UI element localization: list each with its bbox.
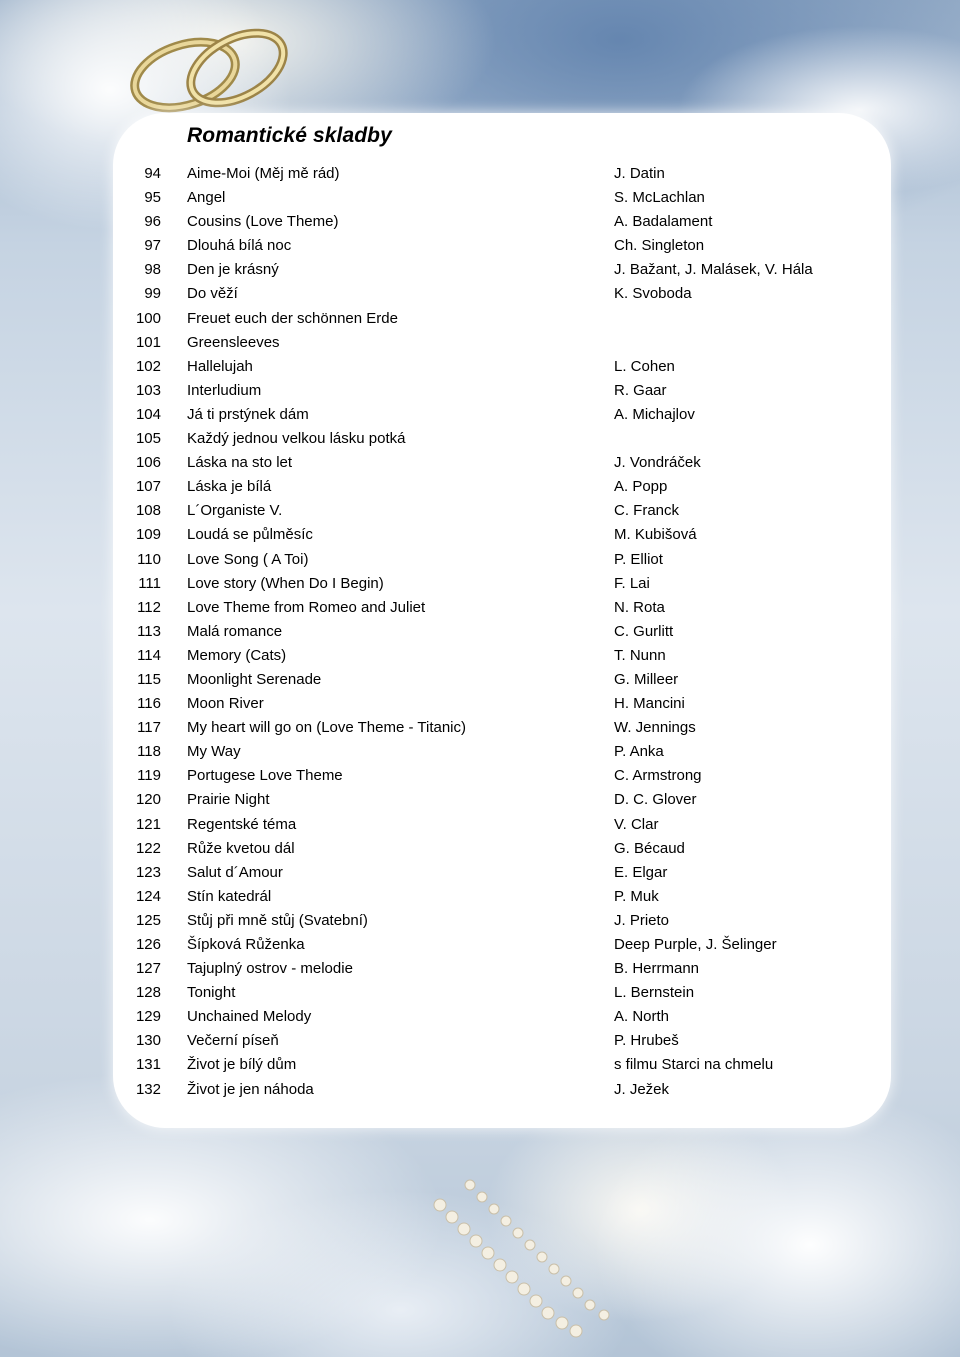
song-row	[0, 957, 960, 981]
song-row	[0, 740, 960, 764]
song-title: Prairie Night	[187, 791, 270, 809]
song-author: S. McLachlan	[614, 189, 705, 207]
song-title: My heart will go on (Love Theme - Titanic)	[187, 719, 467, 737]
song-number: 132	[135, 1080, 161, 1098]
song-author: T. Nunn	[614, 646, 666, 664]
song-row	[0, 331, 960, 355]
song-author: G. Milleer	[614, 670, 679, 688]
song-title: Moonlight Serenade	[187, 670, 322, 688]
song-row	[0, 692, 960, 716]
song-number: 105	[135, 430, 161, 448]
song-author: C. Gurlitt	[614, 622, 674, 640]
song-author: A. Popp	[614, 478, 668, 496]
song-title: Greensleeves	[187, 333, 280, 351]
song-author: E. Elgar	[614, 863, 668, 881]
song-author: R. Gaar	[614, 381, 667, 399]
song-number: 124	[135, 887, 161, 905]
song-number: 122	[135, 839, 161, 857]
song-author: V. Clar	[614, 815, 659, 833]
song-author: P. Muk	[614, 887, 659, 905]
song-author: C. Franck	[614, 502, 680, 520]
song-number: 94	[144, 165, 161, 182]
song-row	[0, 668, 960, 692]
song-number: 119	[137, 767, 161, 785]
song-title: My Way	[187, 743, 241, 761]
song-author: P. Elliot	[614, 550, 663, 568]
song-author: K. Svoboda	[614, 285, 692, 303]
song-row	[0, 548, 960, 572]
song-number: 117	[137, 719, 161, 737]
song-author: J. Prieto	[614, 911, 670, 929]
song-row	[0, 1078, 960, 1102]
song-title: Loudá se půlměsíc	[187, 526, 313, 544]
song-row	[0, 572, 960, 596]
song-title: Každý jednou velkou lásku potká	[187, 430, 406, 448]
song-row	[0, 499, 960, 523]
song-author: A. Badalament	[614, 213, 713, 231]
song-title: Regentské téma	[187, 815, 297, 833]
song-author: G. Bécaud	[614, 839, 685, 857]
song-number: 115	[137, 670, 161, 688]
song-author: Ch. Singleton	[614, 237, 705, 255]
song-row	[0, 981, 960, 1005]
song-number: 107	[135, 478, 161, 496]
song-title: Šípková Růženka	[187, 936, 305, 953]
song-number: 128	[135, 984, 161, 1002]
song-title: Život je jen náhoda	[187, 1080, 314, 1098]
song-title: Láska je bílá	[187, 478, 272, 496]
song-number: 95	[144, 189, 161, 207]
song-row	[0, 596, 960, 620]
song-number: 126	[135, 936, 161, 953]
song-number: 98	[144, 261, 161, 279]
song-author: Deep Purple, J. Šelinger	[614, 936, 777, 953]
song-row	[0, 764, 960, 788]
song-row	[0, 210, 960, 234]
song-row	[0, 885, 960, 909]
song-number: 131	[135, 1056, 161, 1074]
song-title: Láska na sto let	[187, 454, 293, 472]
song-number: 123	[135, 863, 161, 881]
song-title: Cousins (Love Theme)	[187, 213, 339, 231]
song-number: 112	[137, 598, 161, 616]
song-title: Malá romance	[187, 622, 283, 640]
song-row	[0, 620, 960, 644]
song-row	[0, 282, 960, 306]
song-title: Večerní píseň	[187, 1032, 279, 1050]
song-title: Tajuplný ostrov - melodie	[187, 960, 353, 978]
song-row	[0, 258, 960, 282]
song-row	[0, 475, 960, 499]
song-row	[0, 909, 960, 933]
song-number: 102	[135, 357, 161, 375]
song-title: Moon River	[187, 695, 264, 713]
song-author: N. Rota	[614, 598, 665, 616]
song-number: 113	[137, 622, 161, 640]
song-row	[0, 837, 960, 861]
song-number: 100	[135, 309, 161, 327]
song-author: L. Cohen	[614, 357, 675, 375]
song-author: P. Hrubeš	[614, 1032, 679, 1050]
song-row	[0, 716, 960, 740]
song-number: 125	[135, 911, 161, 929]
song-title: L´Organiste V.	[187, 502, 283, 520]
song-title: Portugese Love Theme	[187, 767, 343, 785]
song-title: Love Song ( A Toi)	[187, 550, 309, 568]
song-title: Do věží	[187, 285, 238, 303]
song-number: 97	[144, 237, 161, 255]
song-row	[0, 788, 960, 812]
song-row	[0, 933, 960, 957]
song-number: 96	[144, 213, 161, 231]
song-row	[0, 523, 960, 547]
song-row	[0, 861, 960, 885]
song-number: 111	[138, 574, 161, 592]
song-author: J. Ježek	[614, 1080, 670, 1098]
song-title: Tonight	[187, 984, 236, 1002]
pearl-necklace-image	[430, 1165, 750, 1345]
song-number: 114	[137, 646, 161, 664]
song-row	[0, 403, 960, 427]
song-number: 121	[135, 815, 161, 833]
song-title: Stůj při mně stůj (Svatební)	[187, 911, 368, 929]
song-author: F. Lai	[614, 574, 650, 592]
song-title: Život je bílý dům	[187, 1056, 297, 1074]
song-row	[0, 307, 960, 331]
song-title: Freuet euch der schönnen Erde	[187, 309, 398, 327]
song-author: A. North	[614, 1008, 670, 1026]
song-number: 99	[144, 285, 161, 303]
song-author: P. Anka	[614, 743, 664, 761]
song-number: 109	[135, 526, 161, 544]
song-number: 120	[135, 791, 161, 809]
page-title: Romantické skladby	[187, 124, 392, 147]
song-number: 101	[135, 333, 161, 351]
song-number: 129	[135, 1008, 161, 1026]
song-author: C. Armstrong	[614, 767, 702, 785]
song-row	[0, 644, 960, 668]
song-number: 106	[135, 454, 161, 472]
song-author: s filmu Starci na chmelu	[614, 1056, 774, 1074]
song-number: 130	[135, 1032, 161, 1050]
song-row	[0, 813, 960, 837]
song-number: 108	[135, 502, 161, 520]
song-number: 127	[135, 960, 161, 978]
song-author: J. Bažant, J. Malásek, V. Hála	[614, 261, 813, 279]
song-author: B. Herrmann	[614, 960, 700, 978]
song-row	[0, 379, 960, 403]
song-title: Dlouhá bílá noc	[187, 237, 292, 255]
song-list	[0, 162, 960, 1102]
song-row	[0, 162, 960, 186]
song-title: Love story (When Do I Begin)	[187, 574, 384, 592]
song-number: 118	[137, 743, 161, 761]
song-row	[0, 427, 960, 451]
song-number: 110	[137, 550, 161, 568]
song-title: Aime-Moi (Měj mě rád)	[187, 165, 340, 182]
song-row	[0, 355, 960, 379]
song-author: D. C. Glover	[614, 791, 697, 809]
song-row	[0, 451, 960, 475]
song-row	[0, 1005, 960, 1029]
song-title: Unchained Melody	[187, 1008, 312, 1026]
song-row	[0, 1029, 960, 1053]
song-title: Růže kvetou dál	[187, 839, 295, 857]
song-title: Já ti prstýnek dám	[187, 405, 309, 423]
song-title: Angel	[187, 189, 226, 207]
song-number: 104	[135, 405, 161, 423]
song-number: 116	[137, 695, 161, 713]
song-row	[0, 1053, 960, 1077]
song-author: J. Datin	[614, 165, 665, 182]
song-author: A. Michajlov	[614, 405, 695, 423]
song-title: Salut d´Amour	[187, 863, 283, 881]
song-author: W. Jennings	[614, 719, 696, 737]
song-title: Hallelujah	[187, 357, 253, 375]
song-author: L. Bernstein	[614, 984, 695, 1002]
song-author: H. Mancini	[614, 695, 685, 713]
song-title: Memory (Cats)	[187, 646, 287, 664]
song-row	[0, 186, 960, 210]
song-title: Love Theme from Romeo and Juliet	[187, 598, 426, 616]
song-title: Interludium	[187, 381, 262, 399]
song-title: Den je krásný	[187, 261, 279, 279]
song-row	[0, 234, 960, 258]
song-number: 103	[135, 381, 161, 399]
song-author: M. Kubišová	[614, 526, 697, 544]
song-title: Stín katedrál	[187, 887, 272, 905]
song-author: J. Vondráček	[614, 454, 701, 472]
